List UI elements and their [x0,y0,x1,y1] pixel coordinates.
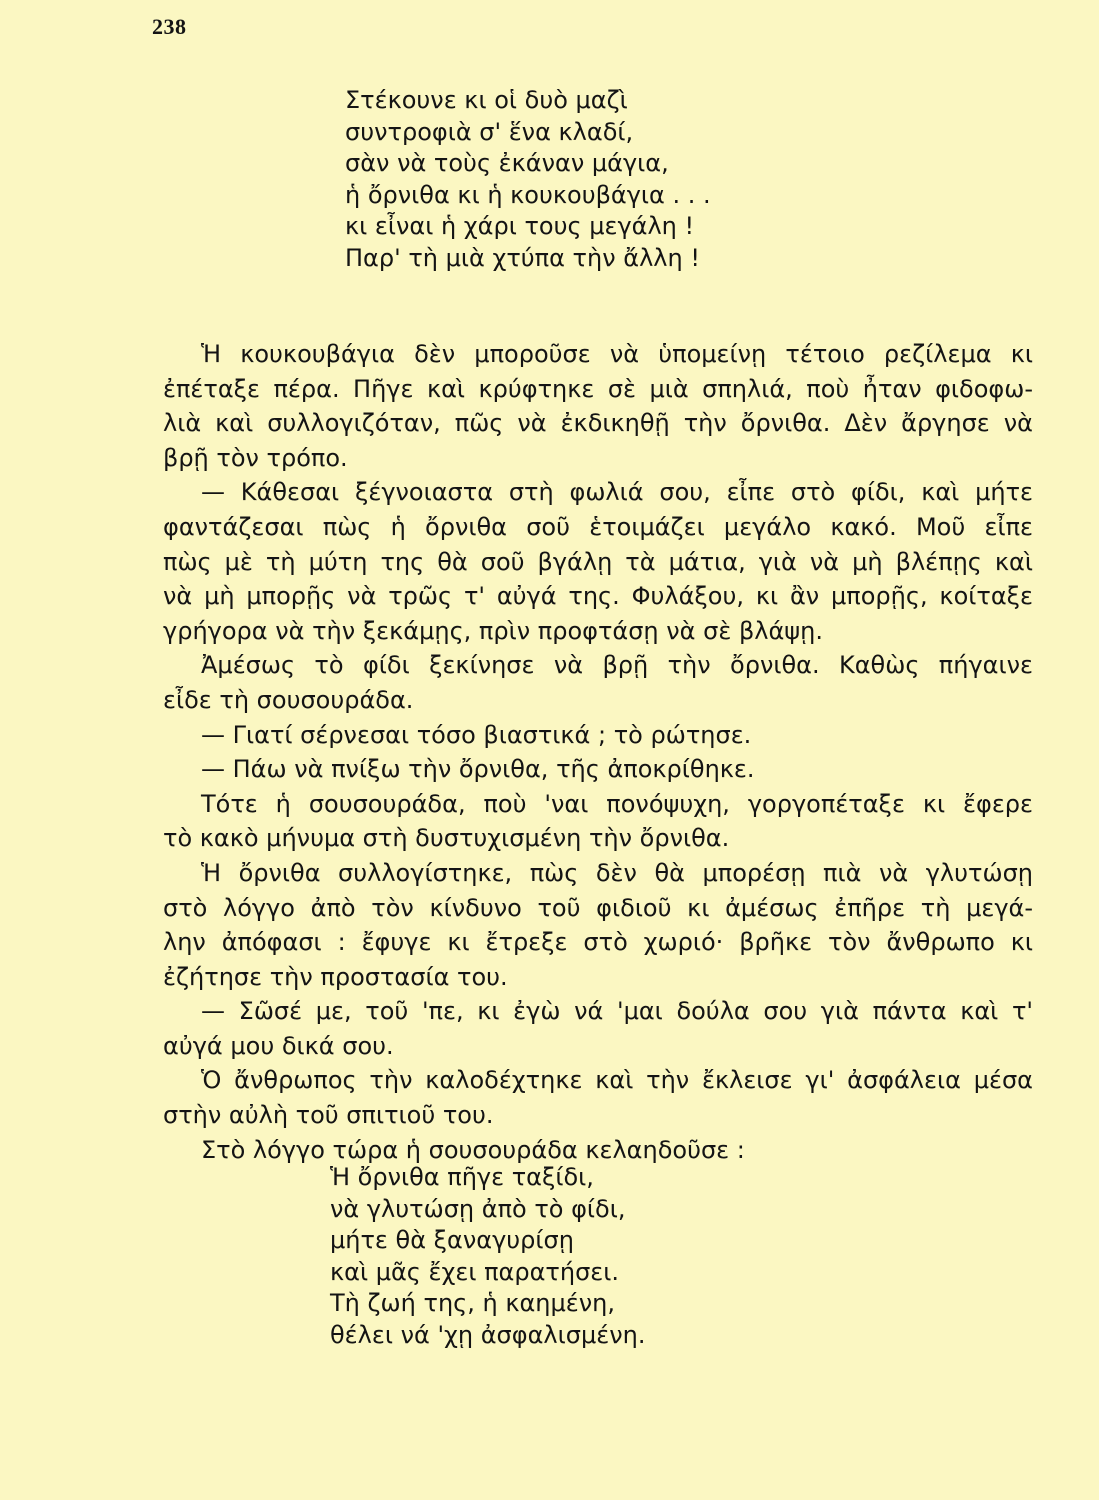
verse-top [345,85,711,274]
verse-line: Παρ' τὴ μιὰ χτύπα τὴν ἄλλη ! [345,243,700,272]
prose-line: — Κάθεσαι ξέγνοιαστα στὴ φωλιά σου, εἶπε στὸ φίδι, καὶ μήτε [201,478,1033,507]
prose-line: ἐζήτησε τὴν προστασία του. [163,962,508,991]
prose-line: Τότε ἡ σουσουράδα, ποὺ 'ναι πονόψυχη, γοργοπέταξε κι ἔφερε [201,789,1033,818]
prose-line: αὐγά μου δικά σου. [163,1031,394,1060]
prose-line: ἐπέταξε πέρα. Πῆγε καὶ κρύφτηκε σὲ μιὰ σπηλιά, ποὺ ἦταν φιδοφω- [163,374,1033,403]
prose-line: λην ἀπόφασι : ἔφυγε κι ἔτρεξε στὸ χωριό· βρῆκε τὸν ἄνθρωπο κι [163,928,1033,957]
prose-line: Ἀμέσως τὸ φίδι ξεκίνησε νὰ βρῇ τὴν ὄρνιθα. Καθὼς πήγαινε [201,651,1033,680]
prose-line: φαντάζεσαι πὼς ἡ ὄρνιθα σοῦ ἑτοιμάζει μεγάλο κακό. Μοῦ εἶπε [163,512,1033,541]
prose-line: — Γιατί σέρνεσαι τόσο βιαστικά ; τὸ ρώτησε. [201,720,752,749]
verse-bottom [330,1162,645,1351]
prose-line: πὼς μὲ τὴ μύτη της θὰ σοῦ βγάλῃ τὰ μάτια, γιὰ νὰ μὴ βλέπῃς καὶ [163,547,1033,576]
prose-line: Στὸ λόγγο τώρα ἡ σουσουράδα κελαηδοῦσε : [201,1135,745,1164]
verse-line: νὰ γλυτώσῃ ἀπὸ τὸ φίδι, [330,1194,626,1223]
verse-line: Τὴ ζωή της, ἡ καημένη, [330,1289,615,1317]
prose-line: Ὁ ἄνθρωπος τὴν καλοδέχτηκε καὶ τὴν ἔκλεισε γι' ἀσφάλεια μέσα [201,1066,1033,1095]
prose-line: — Πάω νὰ πνίξω τὴν ὄρνιθα, τῆς ἀποκρίθηκε. [201,755,755,784]
verse-line: σὰν νὰ τοὺς ἐκάναν μάγια, [345,149,669,177]
page-number: 238 [152,14,187,39]
prose-line: στὸ λόγγο ἀπὸ τὸν κίνδυνο τοῦ φιδιοῦ κι ἀμέσως ἐπῆρε τὴ μεγά- [163,893,1033,922]
prose-body [163,337,1033,1167]
prose-line: εἶδε τὴ σουσουράδα. [163,685,414,714]
verse-line: κι εἶναι ἡ χάρι τους μεγάλη ! [345,212,695,240]
prose-line: λιὰ καὶ συλλογιζόταν, πῶς νὰ ἐκδικηθῇ τὴν ὄρνιθα. Δὲν ἄργησε νὰ [163,409,1033,438]
verse-line: συντροφιὰ σ' ἕνα κλαδί, [345,117,634,146]
verse-line: ἡ ὄρνιθα κι ἡ κουκουβάγια . . . [345,180,711,209]
prose-line: Ἡ κουκουβάγια δὲν μποροῦσε νὰ ὑπομείνῃ τέτοιο ρεζίλεμα κι [201,340,1033,368]
prose-line: στὴν αὐλὴ τοῦ σπιτιοῦ του. [163,1101,494,1130]
verse-line: Στέκουνε κι οἱ δυὸ μαζὶ [345,86,628,114]
verse-line: Ἡ ὄρνιθα πῆγε ταξίδι, [330,1163,594,1191]
verse-line: καὶ μᾶς ἔχει παρατήσει. [330,1257,619,1286]
prose-line: τὸ κακὸ μήνυμα στὴ δυστυχισμένη τὴν ὄρνιθα. [163,824,730,853]
prose-line: βρῇ τὸν τρόπο. [163,443,348,472]
prose-line: γρήγορα νὰ τὴν ξεκάμῃς, πρὶν προφτάσῃ νὰ σὲ βλάψῃ. [163,616,823,645]
verse-line: μήτε θὰ ξαναγυρίσῃ [330,1226,574,1254]
prose-line: νὰ μὴ μπορῇς νὰ τρῶς τ' αὐγά της. Φυλάξου, κι ἂν μπορῇς, κοίταξε [163,582,1033,611]
prose-line: Ἡ ὄρνιθα συλλογίστηκε, πὼς δὲν θὰ μπορέσῃ πιὰ νὰ γλυτώσῃ [201,858,1033,887]
prose-line: — Σῶσέ με, τοῦ 'πε, κι ἐγὼ νά 'μαι δούλα σου γιὰ πάντα καὶ τ' [201,997,1033,1026]
verse-line: θέλει νά 'χῃ ἀσφαλισμένη. [330,1320,646,1349]
